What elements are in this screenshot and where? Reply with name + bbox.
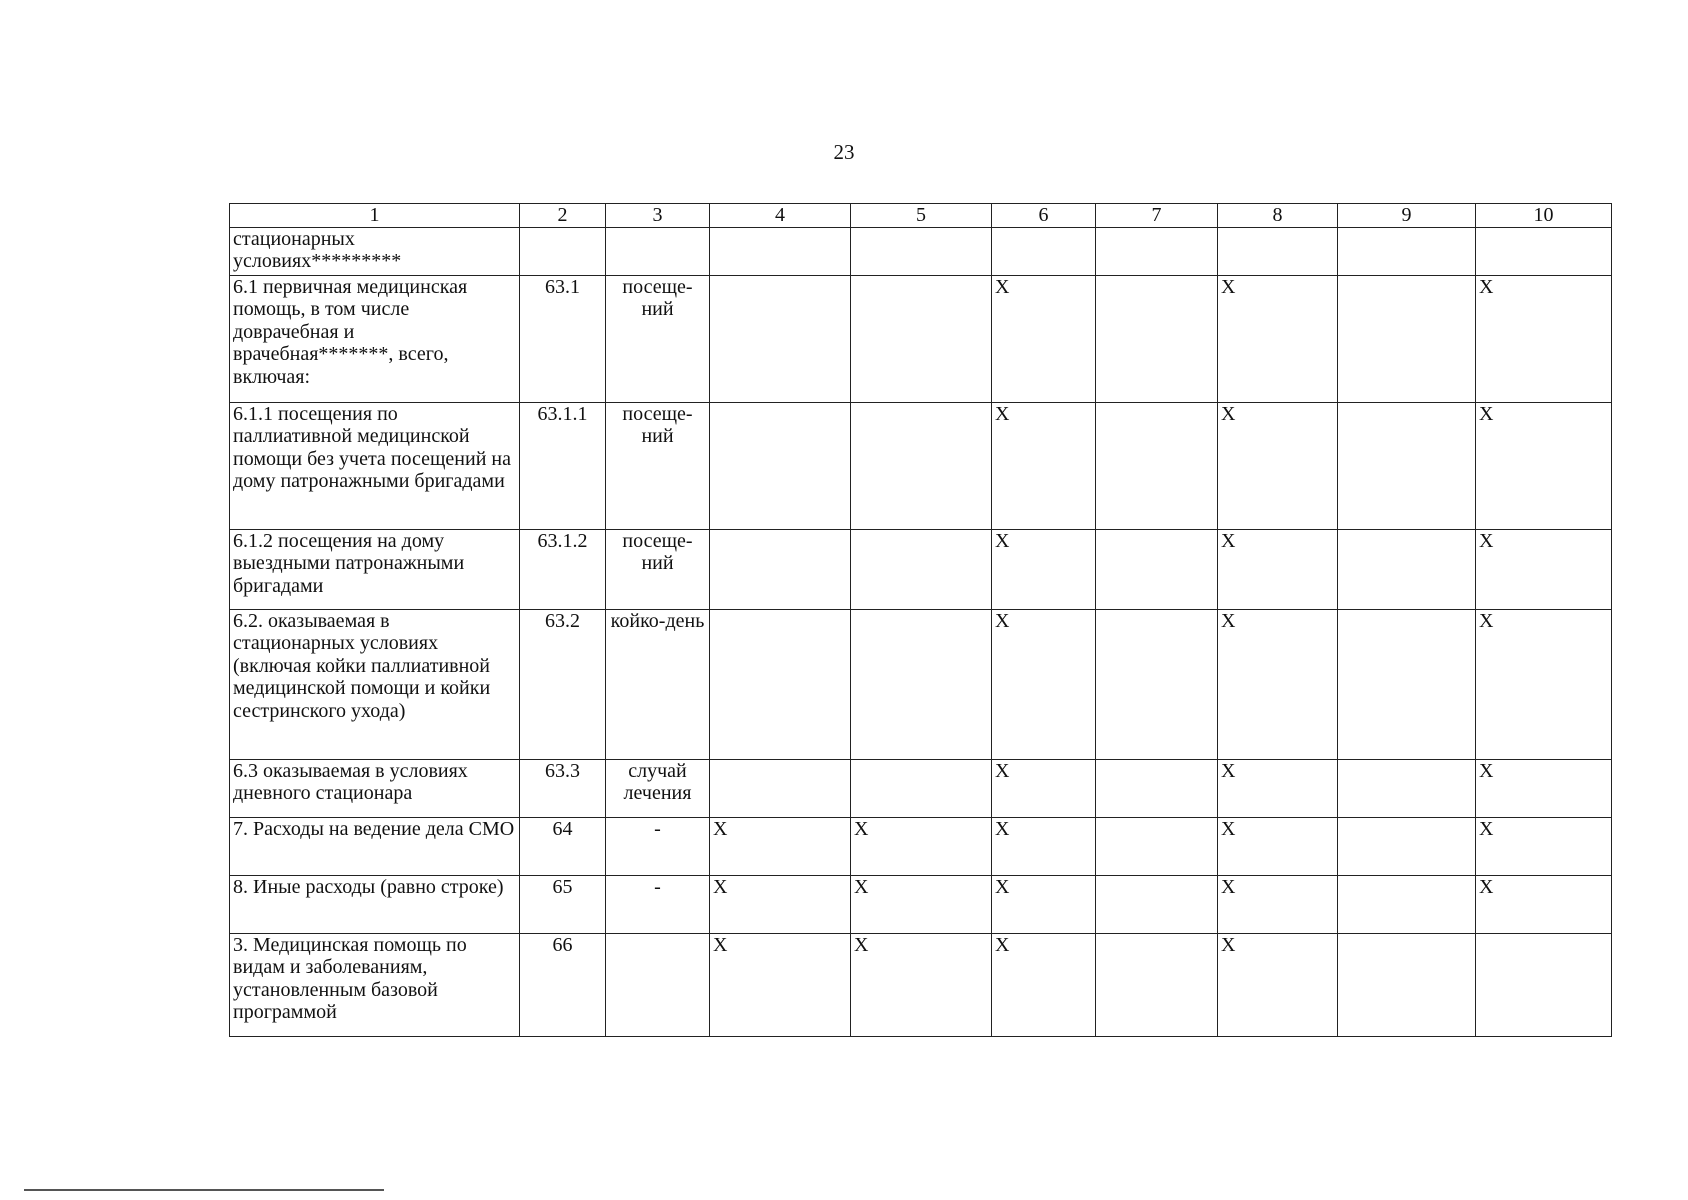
table-row xyxy=(230,402,1612,529)
cell-col6 xyxy=(992,227,1096,275)
cell-col4 xyxy=(710,609,851,759)
cell-col9 xyxy=(1338,817,1476,875)
cell-col4: X xyxy=(710,875,851,933)
cell-col5 xyxy=(851,529,992,609)
cell-col8: X xyxy=(1218,529,1338,609)
cell-col6: X xyxy=(992,759,1096,817)
cell-col8: X xyxy=(1218,275,1338,402)
row-code: 63.1.2 xyxy=(520,529,606,609)
cell-col9 xyxy=(1338,609,1476,759)
row-name: 6.3 оказываемая в условиях дневного стационара xyxy=(230,759,520,817)
column-number: 6 xyxy=(992,204,1096,228)
cell-col6: X xyxy=(992,402,1096,529)
cell-col5: X xyxy=(851,817,992,875)
row-code: 63.3 xyxy=(520,759,606,817)
row-unit: - xyxy=(606,875,710,933)
cell-col4: X xyxy=(710,817,851,875)
cell-col7 xyxy=(1096,875,1218,933)
row-name: 8. Иные расходы (равно строке) xyxy=(230,875,520,933)
table-row xyxy=(230,875,1612,933)
row-unit xyxy=(606,227,710,275)
table-row xyxy=(230,275,1612,402)
cell-col4 xyxy=(710,529,851,609)
cell-col8: X xyxy=(1218,933,1338,1036)
row-unit: койко-день xyxy=(606,609,710,759)
row-unit: - xyxy=(606,817,710,875)
cell-col6: X xyxy=(992,933,1096,1036)
cell-col6: X xyxy=(992,609,1096,759)
page-number: 23 xyxy=(833,140,855,164)
row-name: 7. Расходы на ведение дела СМО xyxy=(230,817,520,875)
cell-col4 xyxy=(710,275,851,402)
table-row xyxy=(230,759,1612,817)
cell-col5 xyxy=(851,402,992,529)
column-number: 5 xyxy=(851,204,992,228)
column-number-row xyxy=(230,204,1612,228)
cell-col7 xyxy=(1096,402,1218,529)
cell-col5 xyxy=(851,759,992,817)
cell-col7 xyxy=(1096,275,1218,402)
cell-col10: X xyxy=(1476,275,1612,402)
cell-col10: X xyxy=(1476,875,1612,933)
row-code: 63.1 xyxy=(520,275,606,402)
table-row xyxy=(230,817,1612,875)
column-number: 7 xyxy=(1096,204,1218,228)
table-row xyxy=(230,227,1612,275)
cell-col7 xyxy=(1096,933,1218,1036)
cell-col4 xyxy=(710,227,851,275)
cell-col5 xyxy=(851,227,992,275)
cell-col6: X xyxy=(992,875,1096,933)
row-code xyxy=(520,227,606,275)
row-unit xyxy=(606,933,710,1036)
row-unit: посеще-ний xyxy=(606,275,710,402)
cell-col10 xyxy=(1476,933,1612,1036)
row-code: 63.2 xyxy=(520,609,606,759)
cell-col6: X xyxy=(992,529,1096,609)
cell-col9 xyxy=(1338,227,1476,275)
cell-col10: X xyxy=(1476,817,1612,875)
table-row xyxy=(230,529,1612,609)
cell-col10 xyxy=(1476,227,1612,275)
row-name: стационарных условиях********* xyxy=(230,227,520,275)
cell-col10: X xyxy=(1476,759,1612,817)
cell-col5: X xyxy=(851,933,992,1036)
cell-col8: X xyxy=(1218,609,1338,759)
column-number: 8 xyxy=(1218,204,1338,228)
row-name: 3. Медицинская помощь по видам и заболеваниям, установленным базовой программой xyxy=(230,933,520,1036)
column-number: 10 xyxy=(1476,204,1612,228)
row-code: 64 xyxy=(520,817,606,875)
cell-col4: X xyxy=(710,933,851,1036)
column-number: 2 xyxy=(520,204,606,228)
cell-col5: X xyxy=(851,875,992,933)
column-number: 3 xyxy=(606,204,710,228)
column-number: 1 xyxy=(230,204,520,228)
cell-col7 xyxy=(1096,759,1218,817)
column-number: 9 xyxy=(1338,204,1476,228)
cell-col7 xyxy=(1096,227,1218,275)
cell-col4 xyxy=(710,402,851,529)
row-unit: посеще-ний xyxy=(606,402,710,529)
table-row xyxy=(230,933,1612,1036)
cell-col9 xyxy=(1338,275,1476,402)
cell-col10: X xyxy=(1476,402,1612,529)
cell-col8: X xyxy=(1218,817,1338,875)
cell-col10: X xyxy=(1476,529,1612,609)
row-unit: посеще-ний xyxy=(606,529,710,609)
footer-rule xyxy=(24,1189,384,1191)
row-name: 6.2. оказываемая в стационарных условиях (включая койки паллиативной медицинской помощи и койки сестринского ухода) xyxy=(230,609,520,759)
cell-col4 xyxy=(710,759,851,817)
row-name: 6.1.1 посещения по паллиативной медицинской помощи без учета посещений на дому патронажными бригадами xyxy=(230,402,520,529)
row-code: 66 xyxy=(520,933,606,1036)
cell-col7 xyxy=(1096,529,1218,609)
report-table xyxy=(229,203,1612,1037)
cell-col10: X xyxy=(1476,609,1612,759)
row-name: 6.1 первичная медицинская помощь, в том числе доврачебная и врачебная*******, всего, включая: xyxy=(230,275,520,402)
cell-col6: X xyxy=(992,817,1096,875)
cell-col8 xyxy=(1218,227,1338,275)
column-number: 4 xyxy=(710,204,851,228)
cell-col9 xyxy=(1338,875,1476,933)
cell-col7 xyxy=(1096,609,1218,759)
cell-col8: X xyxy=(1218,402,1338,529)
row-code: 65 xyxy=(520,875,606,933)
cell-col9 xyxy=(1338,933,1476,1036)
row-code: 63.1.1 xyxy=(520,402,606,529)
cell-col9 xyxy=(1338,759,1476,817)
row-name: 6.1.2 посещения на дому выездными патронажными бригадами xyxy=(230,529,520,609)
cell-col6: X xyxy=(992,275,1096,402)
cell-col8: X xyxy=(1218,875,1338,933)
cell-col8: X xyxy=(1218,759,1338,817)
cell-col9 xyxy=(1338,402,1476,529)
cell-col9 xyxy=(1338,529,1476,609)
cell-col5 xyxy=(851,275,992,402)
table-row xyxy=(230,609,1612,759)
row-unit: случай лечения xyxy=(606,759,710,817)
cell-col7 xyxy=(1096,817,1218,875)
cell-col5 xyxy=(851,609,992,759)
